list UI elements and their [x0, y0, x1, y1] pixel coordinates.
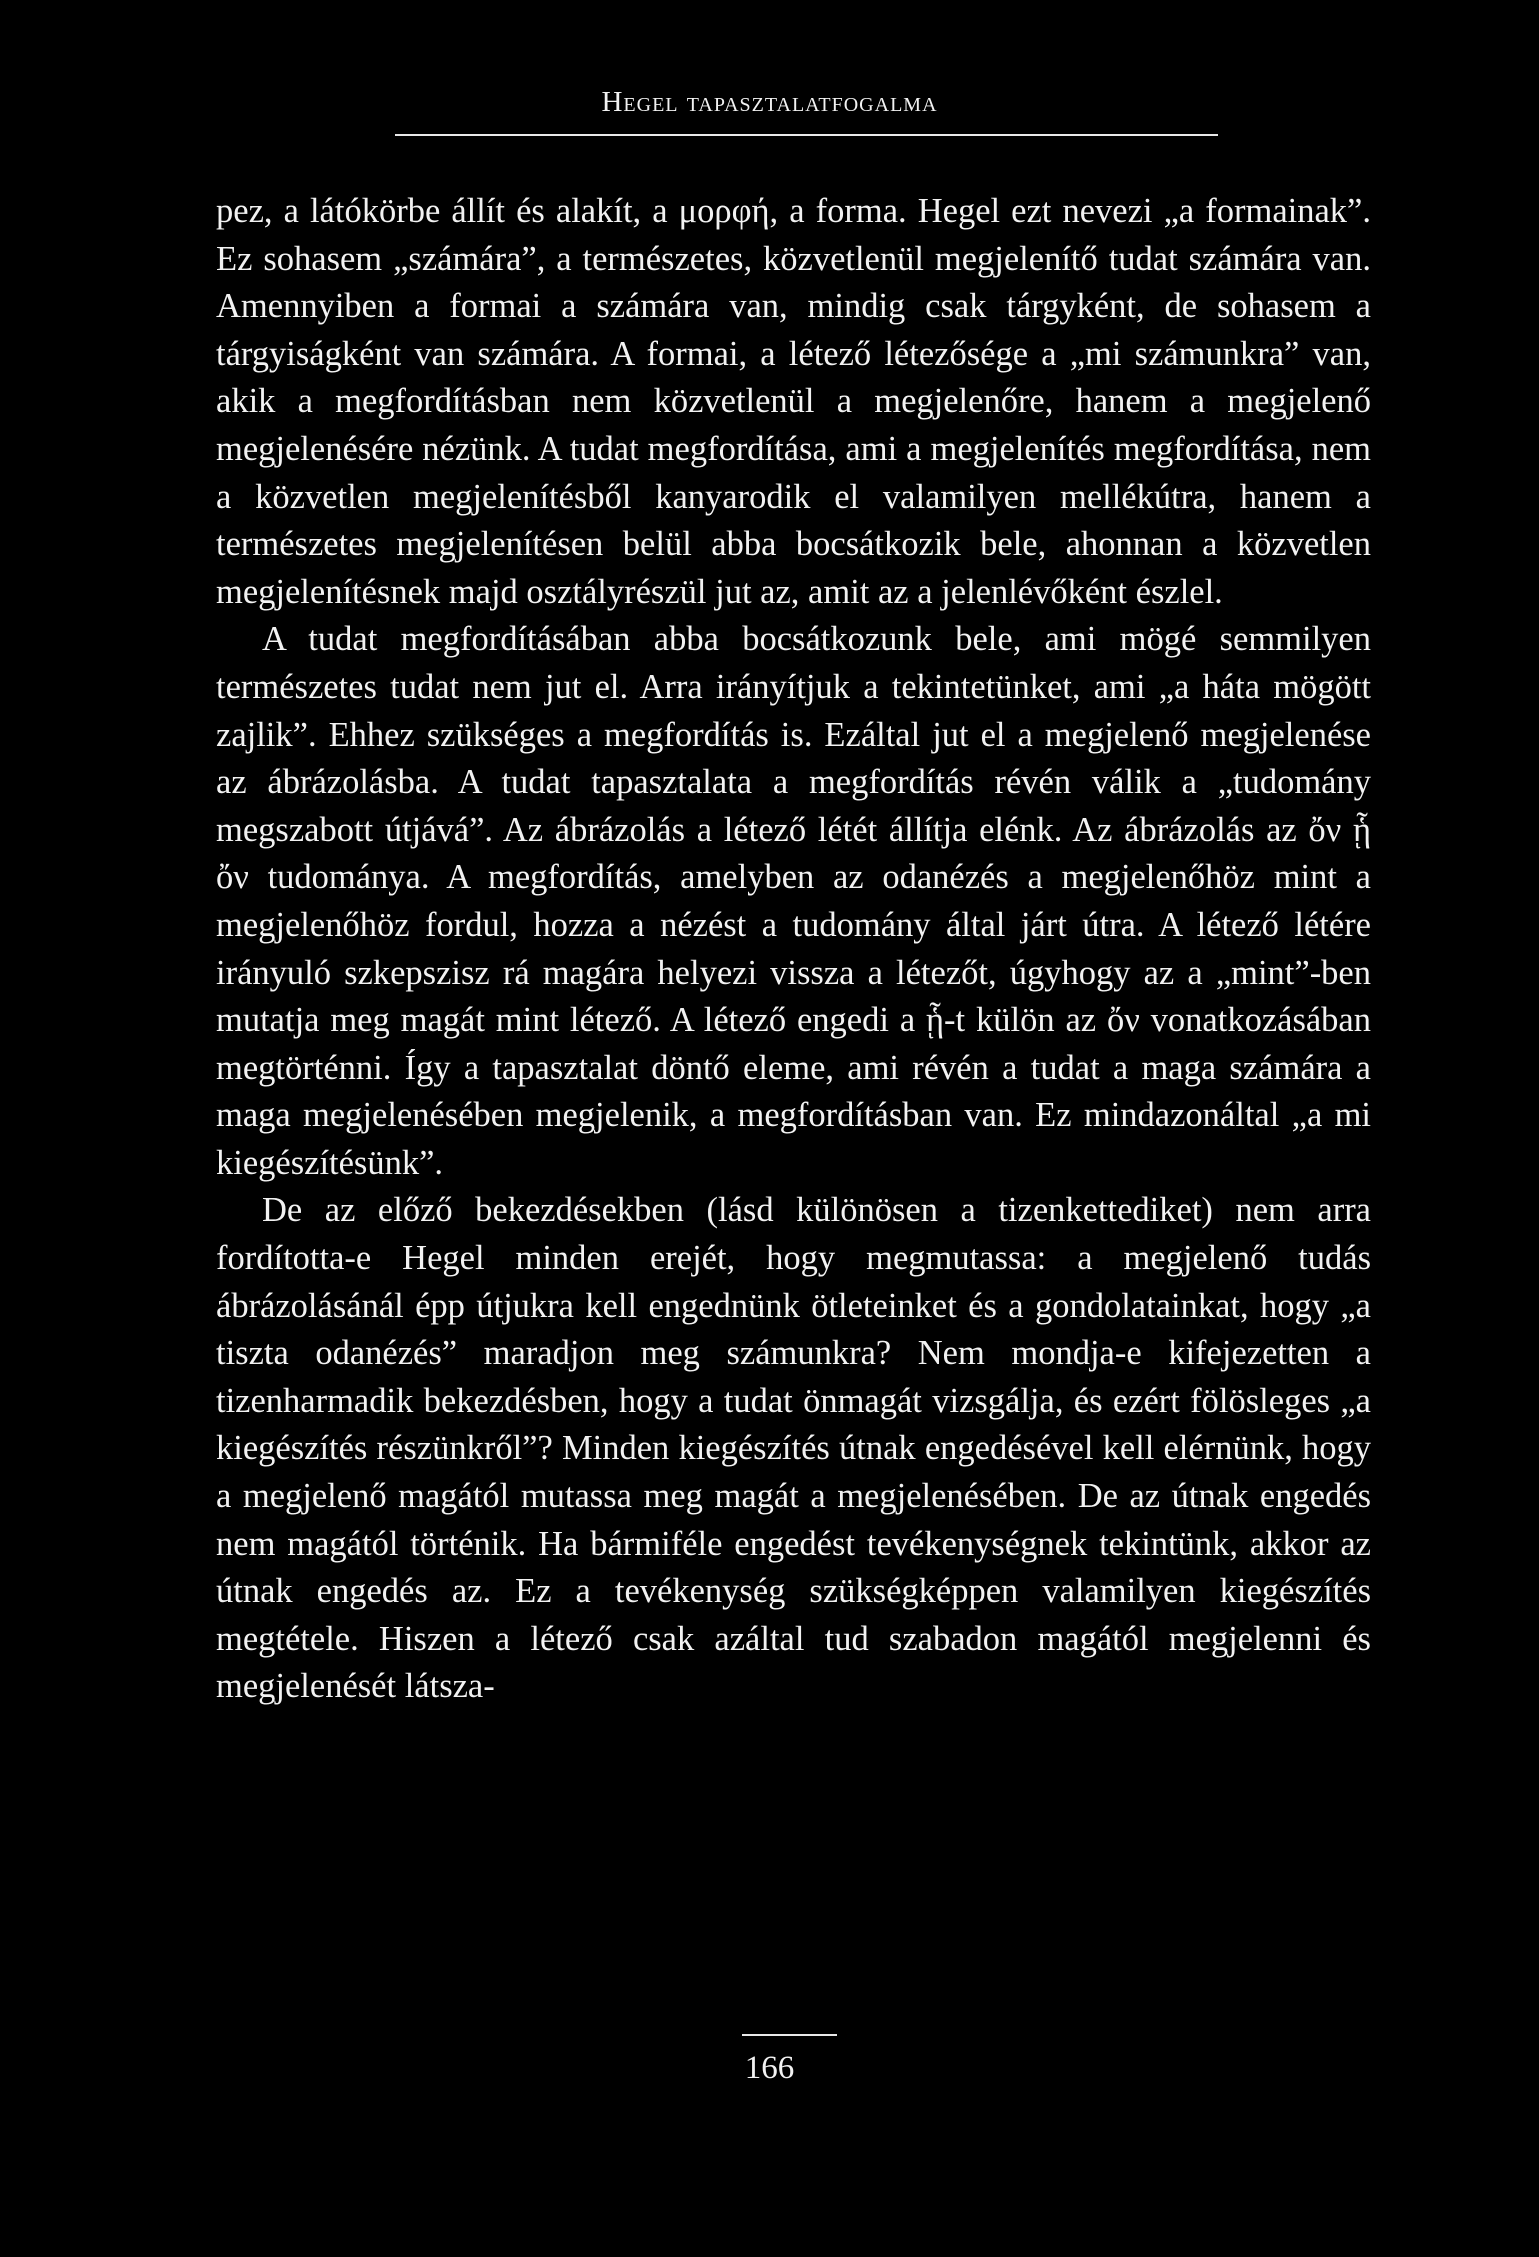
- running-header: Hegel tapasztalatfogalma: [601, 86, 938, 118]
- paragraph-3: De az előző bekezdésekben (lásd különösen a tizenkettediket) nem arra fordította-e Hegel minden erejét, hogy megmutassa: a megjelenő tudás ábrázolásánál épp útjukra kell engednünk ötleteinket és a gondolatainkat, hogy „a tiszta odanézés” maradjon meg számunkra? Nem mondja-e kifejezetten a tizenharmadik bekezdésben, hogy a tudat önmagát vizsgálja, és ezért fölösleges „a kiegészítés részünkről”? Minden kiegészítés útnak engedésével kell elérnünk, hogy a megjelenő magától mutassa meg magát a megjelenésében. De az útnak engedés nem magától történik. Ha bármiféle engedést tevékenységnek tekintünk, akkor az útnak engedés az. Ez a tevékenység szükségképpen valamilyen kiegészítés megtétele. Hiszen a létező csak azáltal tud szabadon magától megjelenni és megjelenését látsza-: [216, 1191, 1371, 1706]
- footer-rule: [742, 2034, 837, 2036]
- paragraph-2: A tudat megfordításában abba bocsátkozunk bele, ami mögé semmilyen természetes tudat nem jut el. Arra irányítjuk a tekintetünket, ami „a háta mögött zajlik”. Ehhez szükséges a megfordítás is. Ezáltal jut el a megjelenő megjelenése az ábrázolásba. A tudat tapasztalata a megfordítás révén válik a „tudomány megszabott útjává”. Az ábrázolás a létező létét állítja elénk. Az ábrázolás az ὄν ᾗ ὄν tudománya. A megfordítás, amelyben az odanézés a megjelenőhöz mint a megjelenőhöz fordul, hozza a nézést a tudomány által járt útra. A létező létére irányuló szkepszisz rá magára helyezi vissza a létezőt, úgyhogy az a „mint”-ben mutatja meg magát mint létező. A létező engedi a ᾗ-t külön az ὄν vonatkozásában megtörténni. Így a tapasztalat döntő eleme, ami révén a tudat a maga számára a maga megjelenésében megjelenik, a megfordításban van. Ez mindazonáltal „a mi kiegészítésünk”.: [216, 620, 1371, 1182]
- body-text: [216, 188, 1371, 1711]
- page-number: 166: [744, 2050, 795, 2086]
- header-rule: [395, 134, 1218, 136]
- paragraph-1: pez, a látókörbe állít és alakít, a μορφή, a forma. Hegel ezt nevezi „a formainak”. Ez sohasem „számára”, a természetes, közvetlenül megjelenítő tudat számára van. Amennyiben a formai a számára van, mindig csak tárgyként, de sohasem a tárgyiságként van számára. A formai, a létező létezősége a „mi számunkra” van, akik a megfordításban nem közvetlenül a megjelenőre, hanem a megjelenő megjelenésére nézünk. A tudat megfordítása, ami a megjelenítés megfordítása, nem a közvetlen megjelenítésből kanyarodik el valamilyen mellékútra, hanem a természetes megjelenítésen belül abba bocsátkozik bele, ahonnan a közvetlen megjelenítésnek majd osztályrészül jut az, amit az a jelenlévőként észlel.: [216, 192, 1371, 611]
